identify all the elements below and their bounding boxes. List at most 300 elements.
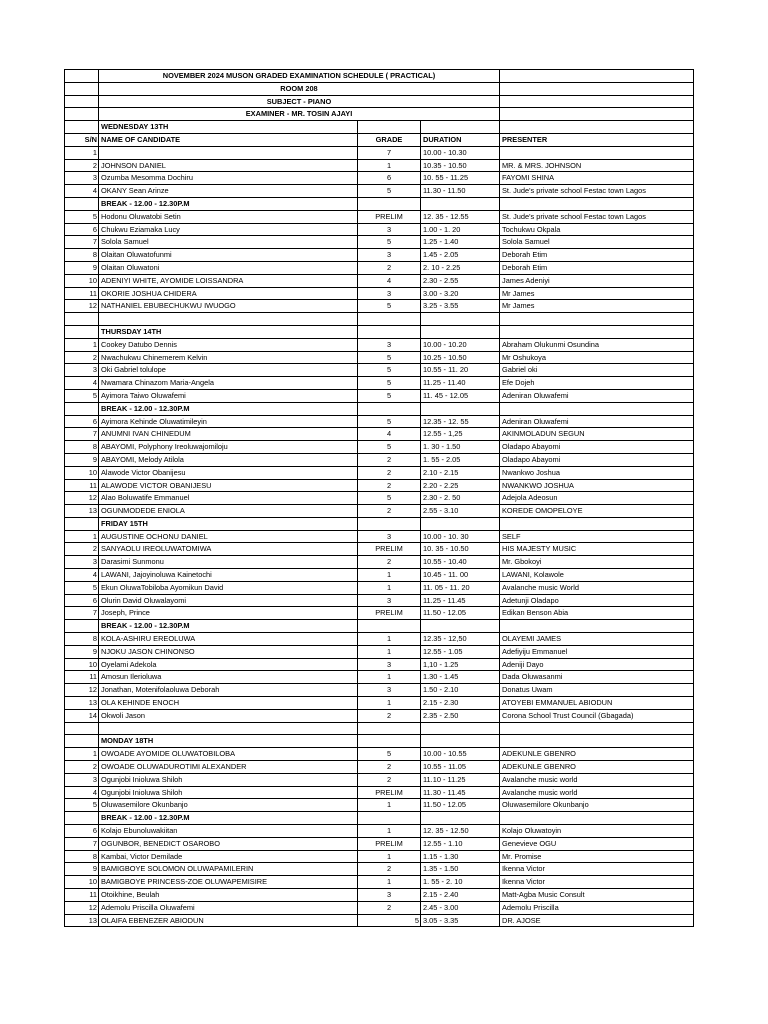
duration-cell: 1. 55 - 2. 10 [421, 876, 500, 889]
candidate-name-cell: ANUMNI IVAN CHINEDUM [99, 428, 358, 441]
candidate-row [65, 236, 694, 249]
candidate-row [65, 274, 694, 287]
sn-cell [65, 402, 99, 415]
sn-cell: 7 [65, 236, 99, 249]
grade-cell [358, 620, 421, 633]
candidate-name-cell: OWOADE OLUWADUROTIMI ALEXANDER [99, 761, 358, 774]
presenter-cell: Mr. Promise [500, 850, 694, 863]
duration-cell: 10.45 - 11. 00 [421, 569, 500, 582]
candidate-row [65, 876, 694, 889]
presenter-cell: Oladapo Abayomi [500, 453, 694, 466]
candidate-row [65, 594, 694, 607]
candidate-row [65, 569, 694, 582]
sn-cell: S/N [65, 133, 99, 146]
grade-cell: 1 [358, 825, 421, 838]
presenter-cell: Solola Samuel [500, 236, 694, 249]
presenter-cell: Kolajo Oluwatoyin [500, 825, 694, 838]
presenter-cell: Adeniran Oluwafemi [500, 415, 694, 428]
schedule-body [65, 70, 694, 927]
examiner-row [65, 108, 694, 121]
duration-cell: 10.00 - 10.55 [421, 748, 500, 761]
candidate-name-cell: OLAIFA EBENEZER ABIODUN [99, 914, 358, 927]
presenter-cell [500, 735, 694, 748]
duration-cell: 1,10 - 1.25 [421, 658, 500, 671]
presenter-cell: Adefiyiju Emmanuel [500, 645, 694, 658]
sn-cell: 3 [65, 556, 99, 569]
sn-cell: 14 [65, 709, 99, 722]
duration-cell: 11. 45 - 12.05 [421, 389, 500, 402]
sn-cell [65, 325, 99, 338]
sn-cell: 12 [65, 684, 99, 697]
presenter-cell: LAWANI, Kolawole [500, 569, 694, 582]
sn-cell: 13 [65, 914, 99, 927]
candidate-name-cell: Darasimi Sunmonu [99, 556, 358, 569]
duration-cell [421, 722, 500, 735]
duration-cell: 10.55 - 10.40 [421, 556, 500, 569]
candidate-row [65, 441, 694, 454]
sn-cell: 6 [65, 594, 99, 607]
grade-cell: 2 [358, 761, 421, 774]
grade-cell: 2 [358, 709, 421, 722]
presenter-cell: Avalanche music World [500, 581, 694, 594]
duration-cell: 11.25 - 11.40 [421, 377, 500, 390]
duration-cell [421, 517, 500, 530]
duration-cell [421, 735, 500, 748]
grade-cell: 3 [358, 594, 421, 607]
presenter-cell: Ikenna Victor [500, 876, 694, 889]
candidate-name-cell: OLA KEHINDE ENOCH [99, 697, 358, 710]
day-header-row [65, 121, 694, 134]
duration-cell: 1.35 - 1.50 [421, 863, 500, 876]
candidate-name-cell: Kambai, Victor Demilade [99, 850, 358, 863]
candidate-row [65, 709, 694, 722]
candidate-name-cell: Oluwasemilore Okunbanjo [99, 799, 358, 812]
duration-cell: 10.25 - 10.50 [421, 351, 500, 364]
presenter-cell: Genevieve OGU [500, 837, 694, 850]
sn-cell: 11 [65, 671, 99, 684]
grade-cell: PRELIM [358, 837, 421, 850]
presenter-cell: Deborah Etim [500, 249, 694, 262]
candidate-row [65, 492, 694, 505]
grade-cell: 3 [358, 530, 421, 543]
presenter-cell: Ademolu Priscilla [500, 901, 694, 914]
sn-cell: 10 [65, 466, 99, 479]
duration-cell: 2.30 - 2.55 [421, 274, 500, 287]
grade-cell [358, 517, 421, 530]
grade-cell [358, 812, 421, 825]
duration-cell: 1.30 - 1.45 [421, 671, 500, 684]
presenter-cell [500, 402, 694, 415]
candidate-row [65, 338, 694, 351]
candidate-name-cell: AUGUSTINE OCHONU DANIEL [99, 530, 358, 543]
duration-cell: 3.00 - 3.20 [421, 287, 500, 300]
duration-cell: 2.35 - 2.50 [421, 709, 500, 722]
duration-cell: 3.05 - 3.35 [421, 914, 500, 927]
sn-cell: 7 [65, 607, 99, 620]
sn-cell: 6 [65, 223, 99, 236]
presenter-cell: SELF [500, 530, 694, 543]
candidate-name-cell: Amosun Ilerioluwa [99, 671, 358, 684]
column-header-row [65, 133, 694, 146]
sn-cell: 11 [65, 889, 99, 902]
candidate-name-cell: OKORIE JOSHUA CHIDERA [99, 287, 358, 300]
candidate-row [65, 863, 694, 876]
presenter-cell: Adeniji Dayo [500, 658, 694, 671]
candidate-row [65, 428, 694, 441]
presenter-cell [500, 313, 694, 326]
sn-cell: 10 [65, 658, 99, 671]
candidate-row [65, 914, 694, 927]
candidate-name-cell: Kolajo Ebunoluwakiitan [99, 825, 358, 838]
sn-cell [65, 517, 99, 530]
candidate-name-cell: FRIDAY 15TH [99, 517, 358, 530]
candidate-row [65, 351, 694, 364]
grade-cell: 2 [358, 863, 421, 876]
sn-cell [65, 197, 99, 210]
sn-cell: 12 [65, 901, 99, 914]
presenter-cell [500, 620, 694, 633]
day-header-row [65, 735, 694, 748]
candidate-name-cell [99, 722, 358, 735]
grade-cell: PRELIM [358, 543, 421, 556]
candidate-name-cell: Cookey Datubo Dennis [99, 338, 358, 351]
grade-cell [358, 735, 421, 748]
presenter-cell: ADEKUNLE GBENRO [500, 761, 694, 774]
candidate-row [65, 377, 694, 390]
candidate-row [65, 479, 694, 492]
presenter-cell: Mr Oshukoya [500, 351, 694, 364]
sn-cell: 5 [65, 210, 99, 223]
duration-cell: 11.50 - 12.05 [421, 799, 500, 812]
grade-cell: GRADE [358, 133, 421, 146]
presenter-cell: Mr. Gbokoyi [500, 556, 694, 569]
presenter-cell [500, 70, 694, 83]
duration-cell [421, 620, 500, 633]
candidate-name-cell: MONDAY 18TH [99, 735, 358, 748]
candidate-name-cell: BREAK - 12.00 - 12.30P.M [99, 402, 358, 415]
candidate-name-cell: Ayimora Kehinde Oluwatimileyin [99, 415, 358, 428]
presenter-cell: ATOYEBI EMMANUEL ABIODUN [500, 697, 694, 710]
grade-cell: 3 [358, 287, 421, 300]
room-label: ROOM 208 [99, 82, 500, 95]
candidate-name-cell: LAWANI, Jajoyinoluwa Kainetochi [99, 569, 358, 582]
candidate-row [65, 223, 694, 236]
examiner-label: EXAMINER - MR. TOSIN AJAYI [99, 108, 500, 121]
break-row [65, 812, 694, 825]
candidate-row [65, 159, 694, 172]
presenter-cell: Deborah Etim [500, 261, 694, 274]
presenter-cell [500, 108, 694, 121]
duration-cell [421, 197, 500, 210]
candidate-row [65, 658, 694, 671]
grade-cell: PRELIM [358, 210, 421, 223]
grade-cell [358, 197, 421, 210]
sn-cell [65, 313, 99, 326]
candidate-name-cell: Joseph, Prince [99, 607, 358, 620]
candidate-name-cell: Ogunjobi Inioluwa Shiloh [99, 773, 358, 786]
grade-cell: 5 [358, 492, 421, 505]
duration-cell: 2.20 - 2.25 [421, 479, 500, 492]
duration-cell: 2.45 - 3.00 [421, 901, 500, 914]
grade-cell [358, 121, 421, 134]
duration-cell: 12.55 - 1.05 [421, 645, 500, 658]
title-row [65, 70, 694, 83]
duration-cell: 11.30 - 11.50 [421, 185, 500, 198]
presenter-cell [500, 146, 694, 159]
candidate-name-cell: Okwoli Jason [99, 709, 358, 722]
presenter-cell: Dada Oluwasanmi [500, 671, 694, 684]
grade-cell: 5 [358, 748, 421, 761]
room-row [65, 82, 694, 95]
candidate-name-cell: BREAK - 12.00 - 12.30P.M [99, 620, 358, 633]
candidate-name-cell: OGUNBOR, BENEDICT OSAROBO [99, 837, 358, 850]
sn-cell: 4 [65, 569, 99, 582]
grade-cell: 1 [358, 850, 421, 863]
presenter-cell: Adetunji Oladapo [500, 594, 694, 607]
sn-cell [65, 70, 99, 83]
grade-cell: 5 [358, 914, 421, 927]
duration-cell: 12. 35 - 12.50 [421, 825, 500, 838]
candidate-name-cell: Olurin David Oluwalayomi [99, 594, 358, 607]
candidate-name-cell: BREAK - 12.00 - 12.30P.M [99, 812, 358, 825]
sn-cell [65, 108, 99, 121]
duration-cell: 10.00 - 10.30 [421, 146, 500, 159]
grade-cell: 1 [358, 569, 421, 582]
candidate-name-cell: Ademolu Priscilla Oluwafemi [99, 901, 358, 914]
presenter-cell: Gabriel oki [500, 364, 694, 377]
candidate-name-cell: Alawode Victor Obanijesu [99, 466, 358, 479]
grade-cell: 2 [358, 453, 421, 466]
candidate-row [65, 645, 694, 658]
sn-cell: 8 [65, 633, 99, 646]
sn-cell [65, 82, 99, 95]
presenter-cell: Mr James [500, 287, 694, 300]
presenter-cell: Efe Dojeh [500, 377, 694, 390]
sn-cell: 5 [65, 581, 99, 594]
duration-cell: 10.55 - 11.05 [421, 761, 500, 774]
duration-cell: 10.00 - 10. 30 [421, 530, 500, 543]
grade-cell: 1 [358, 645, 421, 658]
grade-cell [358, 722, 421, 735]
sn-cell: 9 [65, 453, 99, 466]
presenter-cell: HIS MAJESTY MUSIC [500, 543, 694, 556]
grade-cell [358, 313, 421, 326]
grade-cell: PRELIM [358, 607, 421, 620]
sn-cell: 5 [65, 799, 99, 812]
duration-cell: 2.55 - 3.10 [421, 505, 500, 518]
sn-cell [65, 121, 99, 134]
subject-row [65, 95, 694, 108]
presenter-cell: NWANKWO JOSHUA [500, 479, 694, 492]
candidate-row [65, 172, 694, 185]
presenter-cell: Adejola Adeosun [500, 492, 694, 505]
sn-cell: 12 [65, 492, 99, 505]
sn-cell: 9 [65, 645, 99, 658]
candidate-name-cell: NATHANIEL EBUBECHUKWU IWUOGO [99, 300, 358, 313]
duration-cell: 1.50 - 2.10 [421, 684, 500, 697]
presenter-cell: Tochukwu Okpala [500, 223, 694, 236]
candidate-row [65, 505, 694, 518]
sn-cell: 3 [65, 773, 99, 786]
day-header-row [65, 517, 694, 530]
sn-cell: 2 [65, 159, 99, 172]
duration-cell: 10.00 - 10.20 [421, 338, 500, 351]
duration-cell: 11.25 - 11.45 [421, 594, 500, 607]
candidate-name-cell: OGUNMODEDE ENIOLA [99, 505, 358, 518]
candidate-name-cell: THURSDAY 14TH [99, 325, 358, 338]
sn-cell: 5 [65, 389, 99, 402]
schedule-title: NOVEMBER 2024 MUSON GRADED EXAMINATION SCHEDULE ( PRACTICAL) [99, 70, 500, 83]
presenter-cell: St. Jude's private school Festac town Lagos [500, 210, 694, 223]
sn-cell: 2 [65, 761, 99, 774]
grade-cell: 3 [358, 249, 421, 262]
duration-cell: 12. 35 - 12.55 [421, 210, 500, 223]
sn-cell: 9 [65, 863, 99, 876]
candidate-row [65, 556, 694, 569]
candidate-row [65, 825, 694, 838]
presenter-cell [500, 517, 694, 530]
candidate-name-cell: OKANY Sean Arinze [99, 185, 358, 198]
sn-cell [65, 722, 99, 735]
presenter-cell: Ikenna Victor [500, 863, 694, 876]
candidate-name-cell: Ogunjobi Inioluwa Shiloh [99, 786, 358, 799]
sn-cell: 13 [65, 505, 99, 518]
grade-cell [358, 402, 421, 415]
schedule-table [64, 69, 694, 927]
grade-cell: 3 [358, 684, 421, 697]
presenter-cell: DR. AJOSE [500, 914, 694, 927]
sn-cell: 3 [65, 364, 99, 377]
presenter-cell: Mr James [500, 300, 694, 313]
grade-cell: 5 [358, 377, 421, 390]
candidate-row [65, 287, 694, 300]
candidate-row [65, 748, 694, 761]
candidate-name-cell: Oyelami Adekola [99, 658, 358, 671]
duration-cell: 1.00 - 1. 20 [421, 223, 500, 236]
sn-cell: 10 [65, 274, 99, 287]
duration-cell: 2.15 - 2.30 [421, 697, 500, 710]
presenter-cell: Abraham Olukunmi Osundina [500, 338, 694, 351]
candidate-name-cell [99, 313, 358, 326]
candidate-row [65, 466, 694, 479]
grade-cell: 4 [358, 274, 421, 287]
sn-cell: 10 [65, 876, 99, 889]
presenter-cell: KOREDE OMOPELOYE [500, 505, 694, 518]
candidate-name-cell: Ozumba Mesomma Dochiru [99, 172, 358, 185]
sn-cell: 2 [65, 351, 99, 364]
presenter-cell [500, 812, 694, 825]
sn-cell: 4 [65, 786, 99, 799]
sn-cell [65, 95, 99, 108]
grade-cell: 5 [358, 236, 421, 249]
grade-cell: 5 [358, 185, 421, 198]
presenter-cell: Adeniran Oluwafemi [500, 389, 694, 402]
grade-cell: 1 [358, 633, 421, 646]
presenter-cell: AKINMOLADUN SEGUN [500, 428, 694, 441]
sn-cell: 8 [65, 850, 99, 863]
blank-row [65, 722, 694, 735]
presenter-cell: Oladapo Abayomi [500, 441, 694, 454]
candidate-row [65, 210, 694, 223]
duration-cell [421, 812, 500, 825]
grade-cell: 1 [358, 159, 421, 172]
sn-cell: 8 [65, 249, 99, 262]
duration-cell [421, 121, 500, 134]
duration-cell: 10.35 - 10.50 [421, 159, 500, 172]
presenter-cell [500, 325, 694, 338]
grade-cell: 1 [358, 581, 421, 594]
duration-cell: 2.30 - 2. 50 [421, 492, 500, 505]
candidate-name-cell: Alao Boluwatife Emmanuel [99, 492, 358, 505]
duration-cell: 11.50 - 12.05 [421, 607, 500, 620]
presenter-cell: Avalanche music world [500, 786, 694, 799]
grade-cell: 2 [358, 261, 421, 274]
presenter-cell: Edikan Benson Abia [500, 607, 694, 620]
duration-cell: 11.10 - 11.25 [421, 773, 500, 786]
grade-cell: 5 [358, 389, 421, 402]
candidate-row [65, 389, 694, 402]
grade-cell: 1 [358, 876, 421, 889]
presenter-cell [500, 95, 694, 108]
grade-cell: 1 [358, 697, 421, 710]
presenter-cell [500, 82, 694, 95]
candidate-row [65, 607, 694, 620]
grade-cell: 5 [358, 351, 421, 364]
duration-cell: 12.55 - 1.10 [421, 837, 500, 850]
presenter-cell: Donatus Uwam [500, 684, 694, 697]
sn-cell: 4 [65, 377, 99, 390]
sn-cell: 12 [65, 300, 99, 313]
grade-cell: 2 [358, 901, 421, 914]
duration-cell: 11.30 - 11.45 [421, 786, 500, 799]
grade-cell: 5 [358, 441, 421, 454]
candidate-name-cell: KOLA-ASHIRU EREOLUWA [99, 633, 358, 646]
duration-cell [421, 402, 500, 415]
candidate-row [65, 773, 694, 786]
duration-cell: 10. 55 - 11.25 [421, 172, 500, 185]
grade-cell: 1 [358, 671, 421, 684]
candidate-name-cell: ADENIYI WHITE, AYOMIDE LOISSANDRA [99, 274, 358, 287]
duration-cell [421, 313, 500, 326]
presenter-cell: PRESENTER [500, 133, 694, 146]
presenter-cell: James Adeniyi [500, 274, 694, 287]
sn-cell: 4 [65, 185, 99, 198]
candidate-row [65, 684, 694, 697]
grade-cell: 2 [358, 466, 421, 479]
candidate-name-cell: Oki Gabriel tolulope [99, 364, 358, 377]
presenter-cell: St. Jude's private school Festac town Lagos [500, 185, 694, 198]
sn-cell [65, 620, 99, 633]
candidate-row [65, 300, 694, 313]
presenter-cell: Corona School Trust Council (Gbagada) [500, 709, 694, 722]
duration-cell: 2.15 - 2.40 [421, 889, 500, 902]
candidate-name-cell: BAMIGBOYE SOLOMON OLUWAPAMILERIN [99, 863, 358, 876]
presenter-cell [500, 197, 694, 210]
candidate-name-cell: Chukwu Eziamaka Lucy [99, 223, 358, 236]
candidate-row [65, 837, 694, 850]
candidate-row [65, 249, 694, 262]
candidate-row [65, 889, 694, 902]
grade-cell: 3 [358, 223, 421, 236]
candidate-name-cell: Jonathan, Motenifolaoluwa Deborah [99, 684, 358, 697]
grade-cell: 2 [358, 505, 421, 518]
candidate-row [65, 697, 694, 710]
duration-cell: 1.25 - 1.40 [421, 236, 500, 249]
candidate-row [65, 185, 694, 198]
sn-cell: 7 [65, 428, 99, 441]
sn-cell: 11 [65, 479, 99, 492]
candidate-row [65, 633, 694, 646]
